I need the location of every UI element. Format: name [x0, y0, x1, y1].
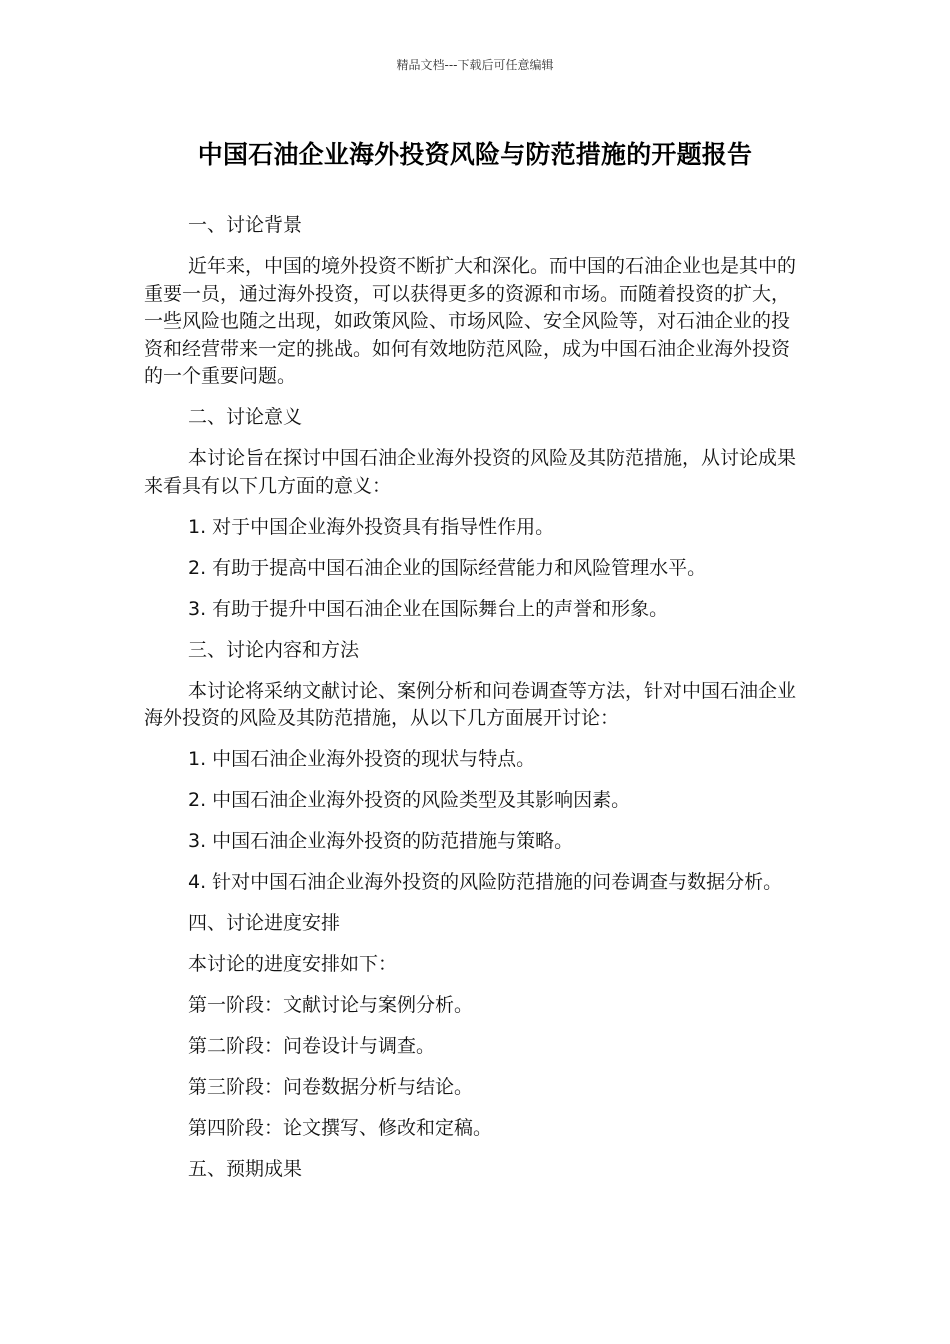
section-heading-schedule: 四、讨论进度安排 [188, 912, 341, 934]
section-heading-significance: 二、讨论意义 [188, 406, 303, 428]
schedule-phase-2: 第二阶段：问卷设计与调查。 [188, 1035, 436, 1057]
document-title: 中国石油企业海外投资风险与防范措施的开题报告 [197, 140, 753, 169]
list-item-significance-2: 2. 有助于提高中国石油企业的国际经营能力和风险管理水平。 [188, 556, 707, 579]
schedule-phase-1: 第一阶段：文献讨论与案例分析。 [188, 994, 474, 1016]
schedule-phase-3: 第三阶段：问卷数据分析与结论。 [188, 1076, 474, 1098]
section-heading-content-methods: 三、讨论内容和方法 [188, 638, 360, 661]
page-header-watermark: 精品文档---下载后可任意编辑 [396, 58, 554, 72]
list-item-content-4: 4. 针对中国石油企业海外投资的风险防范措施的问卷调查与数据分析。 [188, 871, 783, 893]
list-item-content-3: 3. 中国石油企业海外投资的防范措施与策略。 [188, 830, 574, 852]
list-item-significance-1: 1. 对于中国企业海外投资具有指导性作用。 [188, 515, 555, 538]
paragraph-content-methods-intro: 本讨论将采纳文献讨论、案例分析和问卷调查等方法，针对中国石油企业海外投资的风险及其防范措施，从以下几方面展开讨论： [144, 679, 797, 729]
schedule-phase-4: 第四阶段：论文撰写、修改和定稿。 [188, 1117, 493, 1139]
paragraph-background: 近年来，中国的境外投资不断扩大和深化。而中国的石油企业也是其中的重要一员，通过海外投资，可以获得更多的资源和市场。而随着投资的扩大，一些风险也随之出现，如政策风险、市场风险、安全风险等，对石油企业的投资和经营带来一定的挑战。如何有效地防范风险，成为中国石油企业海外投资的一个重要问题。 [144, 255, 797, 387]
section-heading-background: 一、讨论背景 [188, 214, 303, 236]
list-item-significance-3: 3. 有助于提升中国石油企业在国际舞台上的声誉和形象。 [188, 597, 669, 620]
list-item-content-1: 1. 中国石油企业海外投资的现状与特点。 [188, 748, 536, 770]
section-heading-expected-results: 五、预期成果 [188, 1158, 303, 1180]
document-body [144, 212, 800, 1197]
paragraph-schedule-intro: 本讨论的进度安排如下： [188, 953, 398, 975]
paragraph-significance-intro: 本讨论旨在探讨中国石油企业海外投资的风险及其防范措施，从讨论成果来看具有以下几方面的意义： [144, 447, 797, 497]
list-item-content-2: 2. 中国石油企业海外投资的风险类型及其影响因素。 [188, 789, 631, 811]
